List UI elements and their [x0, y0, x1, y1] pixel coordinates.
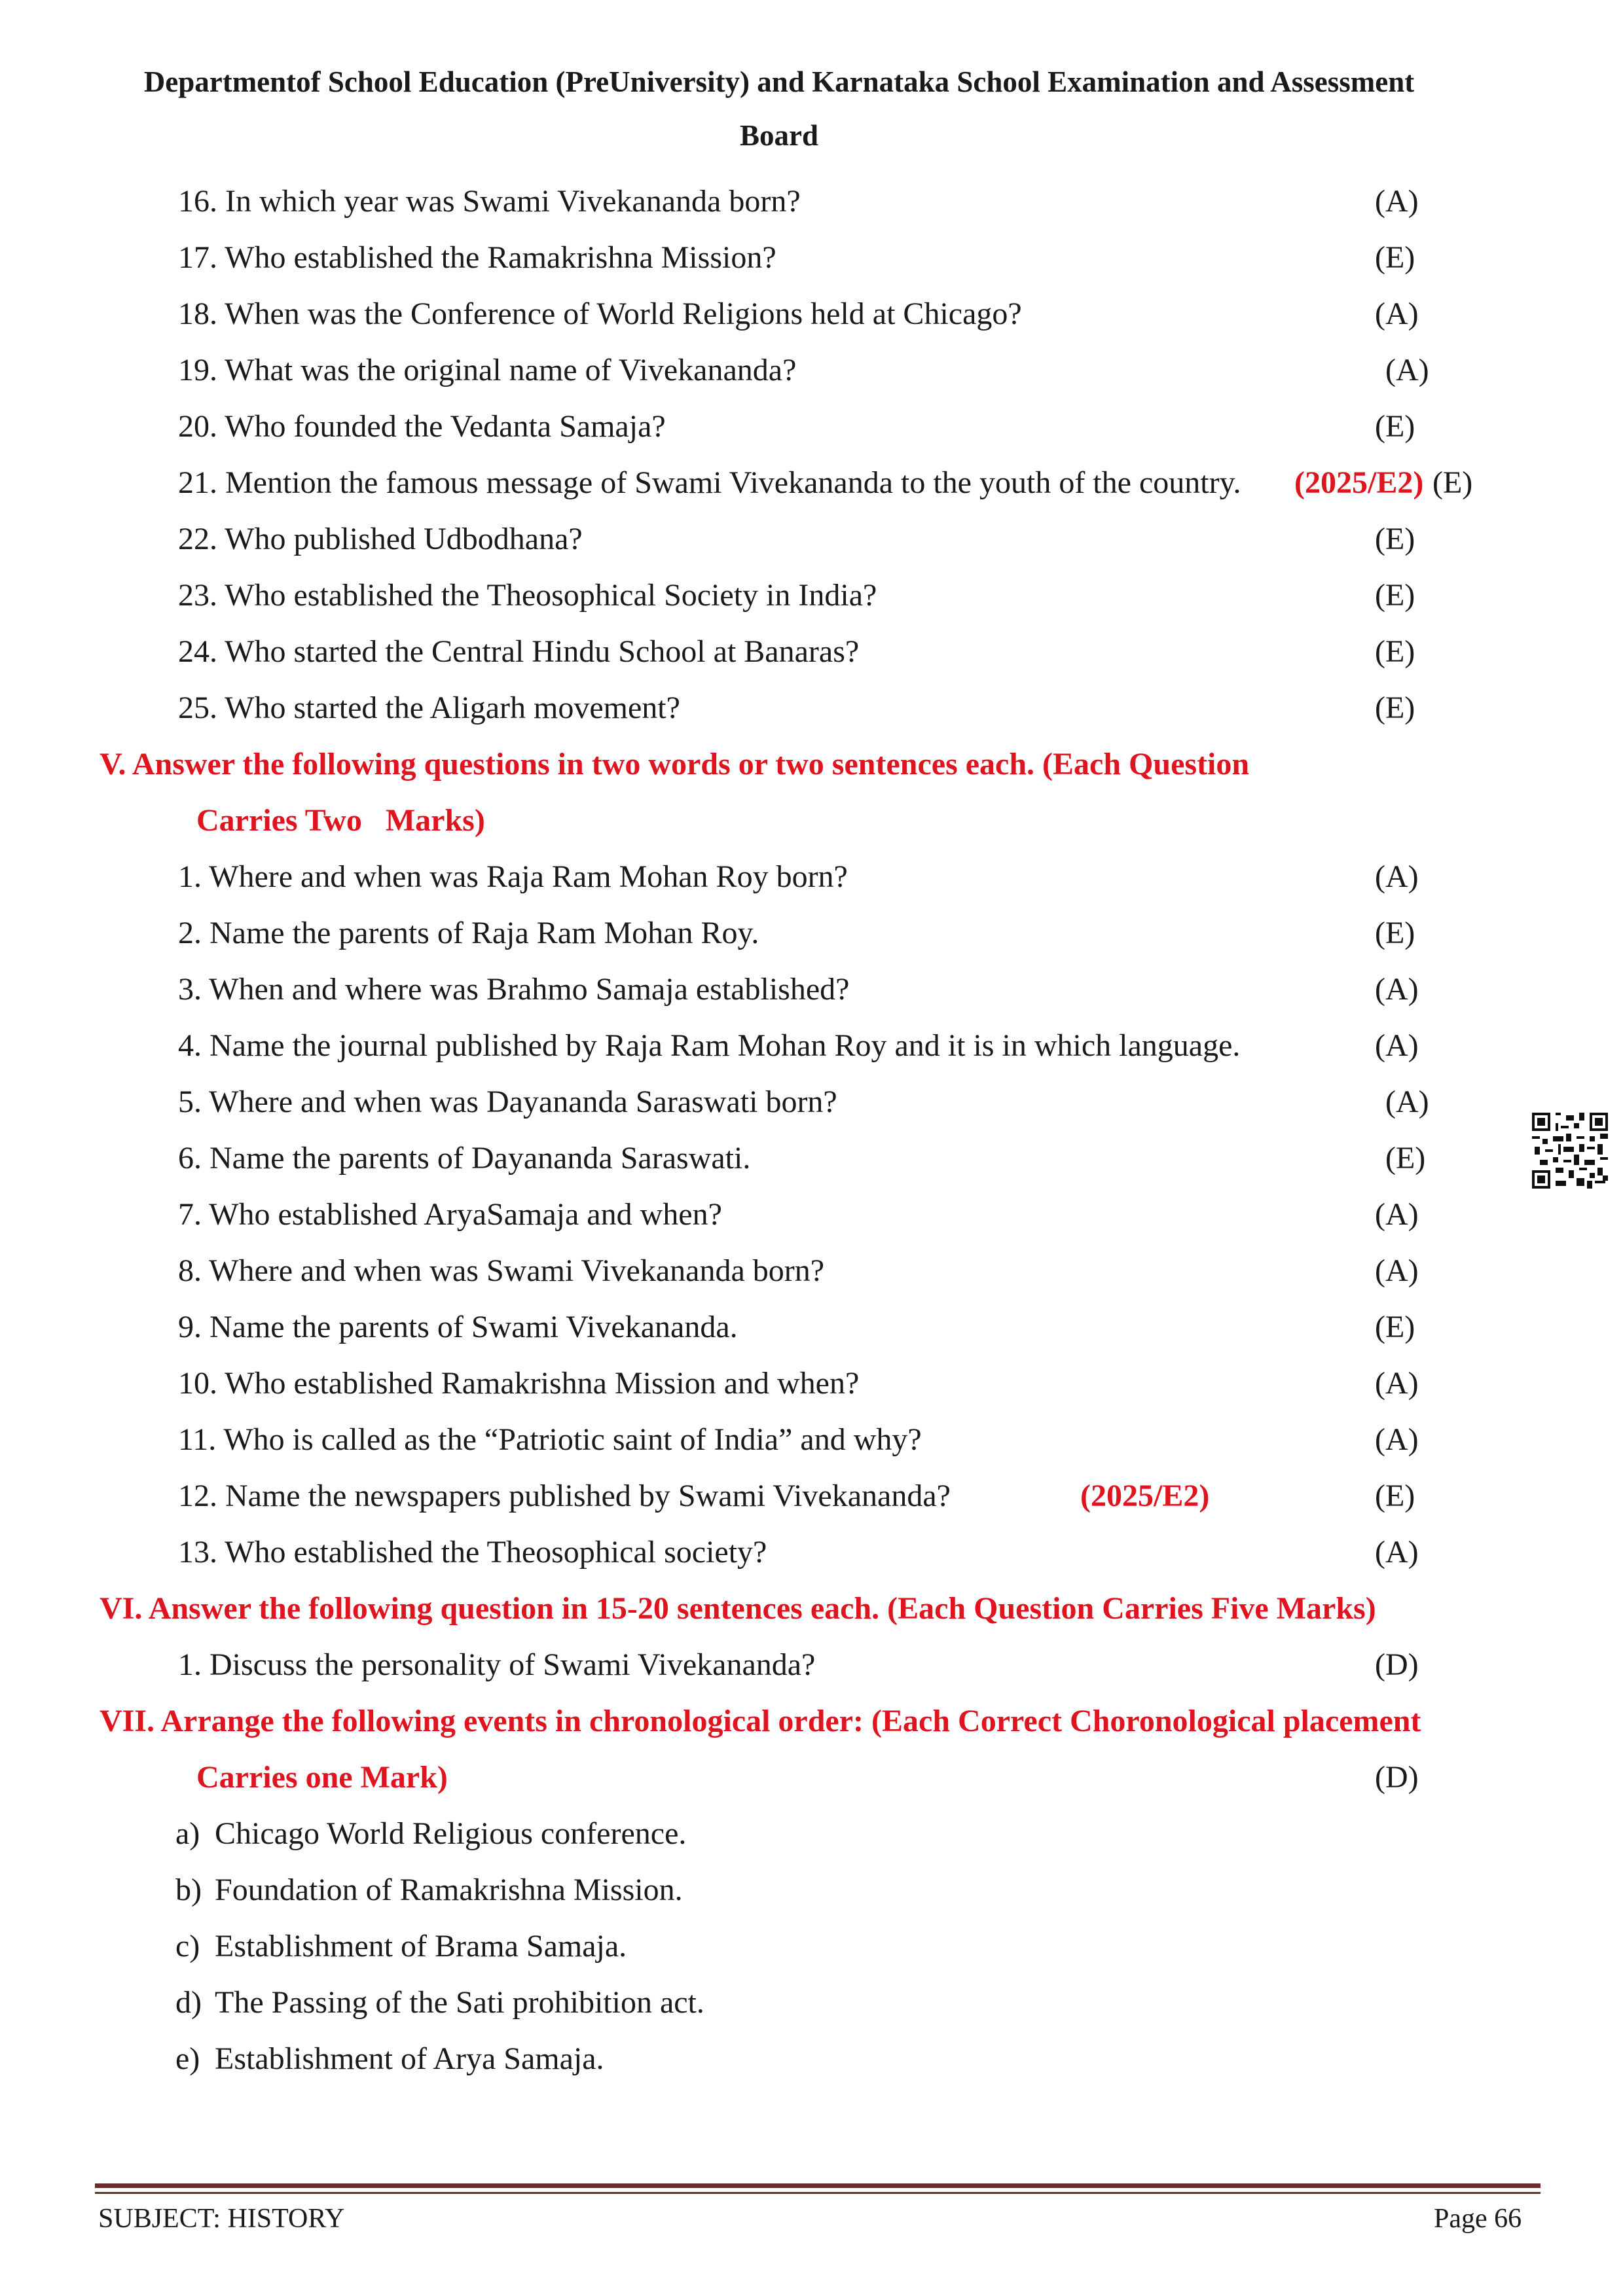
question-mark: (A) — [1385, 1085, 1429, 1119]
question-row — [0, 1637, 1623, 1693]
list-item — [0, 1806, 1623, 1862]
header-line-2: Board — [739, 119, 818, 152]
question-mark: (A) — [1375, 296, 1419, 331]
section-v-heading-cont: Carries Two Marks) — [196, 803, 485, 838]
question-mark: (E) — [1375, 916, 1415, 950]
question-row — [0, 680, 1623, 736]
question-mark: (E) — [1375, 409, 1415, 444]
question-text: 21. Mention the famous message of Swami Vivekananda to the youth of the country. — [178, 465, 1241, 500]
question-mark: (E) — [1385, 1141, 1426, 1175]
footer-subject: SUBJECT: HISTORY — [98, 2204, 345, 2234]
question-text: 22. Who published Udbodhana? — [178, 522, 583, 556]
question-row — [0, 1355, 1623, 1412]
list-item-text: Chicago World Religious conference. — [215, 1816, 687, 1851]
question-text: 1. Where and when was Raja Ram Mohan Roy born? — [178, 859, 848, 894]
question-text: 5. Where and when was Dayananda Saraswati born? — [178, 1085, 837, 1119]
question-mark: (A) — [1375, 1366, 1419, 1401]
question-mark: (A) — [1385, 353, 1429, 387]
question-row — [0, 1299, 1623, 1355]
question-row — [0, 567, 1623, 624]
question-row — [0, 1468, 1623, 1524]
section-vii-heading: VII. Arrange the following events in chronological order: (Each Correct Choronological placement — [100, 1704, 1421, 1738]
list-item-label: c) — [175, 1929, 200, 1964]
list-item-label: a) — [175, 1816, 200, 1851]
question-row — [0, 905, 1623, 961]
question-row — [0, 342, 1623, 399]
question-text: 6. Name the parents of Dayananda Saraswati. — [178, 1141, 751, 1175]
question-mark: (D) — [1375, 1647, 1419, 1682]
question-row — [0, 849, 1623, 905]
question-text: 2. Name the parents of Raja Ram Mohan Roy. — [178, 916, 759, 950]
question-text: 9. Name the parents of Swami Vivekananda. — [178, 1310, 738, 1344]
list-item-text: The Passing of the Sati prohibition act. — [215, 1985, 704, 2020]
question-mark: (A) — [1375, 859, 1419, 894]
footer-rule-thin — [95, 2192, 1541, 2194]
question-row — [0, 1412, 1623, 1468]
footer-page-number: Page 66 — [1434, 2204, 1522, 2234]
qr-code-icon — [1532, 1113, 1608, 1189]
list-item — [0, 1862, 1623, 1918]
question-mark: (A) — [1375, 1535, 1419, 1570]
question-text: 11. Who is called as the “Patriotic saint of India” and why? — [178, 1422, 922, 1457]
list-item — [0, 1918, 1623, 1975]
question-row — [0, 1018, 1623, 1074]
question-row — [0, 1074, 1623, 1130]
question-text: 25. Who started the Aligarh movement? — [178, 691, 680, 725]
question-row — [0, 455, 1623, 511]
question-mark: (E) — [1375, 691, 1415, 725]
question-text: 19. What was the original name of Vivekananda? — [178, 353, 797, 387]
list-item-text: Establishment of Brama Samaja. — [215, 1929, 627, 1964]
question-mark: (A) — [1375, 1253, 1419, 1288]
question-row — [0, 961, 1623, 1018]
question-row — [0, 230, 1623, 286]
year-tag: (2025/E2) — [1080, 1479, 1210, 1513]
question-mark: (D) — [1375, 1760, 1419, 1795]
question-text: 4. Name the journal published by Raja Ram Mohan Roy and it is in which language. — [178, 1028, 1241, 1063]
question-mark: (A) — [1375, 972, 1419, 1007]
question-row — [0, 1243, 1623, 1299]
question-text: 16. In which year was Swami Vivekananda born? — [178, 184, 801, 219]
header-line-1: Departmentof School Education (PreUniversity) and Karnataka School Examination and Assessment — [143, 65, 1415, 98]
question-mark: (E) — [1375, 240, 1415, 275]
question-text: 8. Where and when was Swami Vivekananda born? — [178, 1253, 825, 1288]
question-text: 17. Who established the Ramakrishna Mission? — [178, 240, 776, 275]
list-item-label: e) — [175, 2041, 200, 2076]
section-v-heading: V. Answer the following questions in two words or two sentences each. (Each Question — [100, 747, 1250, 781]
question-mark: (A) — [1375, 1028, 1419, 1063]
question-mark: (E) — [1375, 1479, 1415, 1513]
question-mark: (A) — [1375, 1197, 1419, 1232]
question-text: 3. When and where was Brahmo Samaja established? — [178, 972, 850, 1007]
question-row — [0, 286, 1623, 342]
question-row — [0, 624, 1623, 680]
list-item-text: Foundation of Ramakrishna Mission. — [215, 1873, 683, 1907]
question-mark: (A) — [1375, 184, 1419, 219]
question-text: 12. Name the newspapers published by Swami Vivekananda? — [178, 1479, 951, 1513]
list-item-label: b) — [175, 1873, 202, 1907]
list-item-text: Establishment of Arya Samaja. — [215, 2041, 604, 2076]
question-row — [0, 1187, 1623, 1243]
question-row — [0, 1524, 1623, 1581]
section-vii-heading-cont: Carries one Mark) — [196, 1760, 448, 1795]
year-tag: (2025/E2) — [1294, 465, 1424, 500]
question-row — [0, 511, 1623, 567]
question-text: 7. Who established AryaSamaja and when? — [178, 1197, 722, 1232]
question-row — [0, 399, 1623, 455]
list-item — [0, 2031, 1623, 2087]
question-text: 24. Who started the Central Hindu School at Banaras? — [178, 634, 860, 669]
question-text: 13. Who established the Theosophical society? — [178, 1535, 767, 1570]
list-item — [0, 1975, 1623, 2031]
list-item-label: d) — [175, 1985, 202, 2020]
question-row — [0, 173, 1623, 230]
question-row — [0, 1130, 1623, 1187]
question-text: 18. When was the Conference of World Religions held at Chicago? — [178, 296, 1022, 331]
footer-rule — [95, 2183, 1541, 2188]
question-text: 23. Who established the Theosophical Society in India? — [178, 578, 877, 613]
question-mark: (E) — [1375, 634, 1415, 669]
question-mark: (E) — [1375, 578, 1415, 613]
question-mark: (E) — [1375, 1310, 1415, 1344]
question-mark: (E) — [1432, 465, 1473, 500]
question-text: 10. Who established Ramakrishna Mission and when? — [178, 1366, 860, 1401]
question-text: 1. Discuss the personality of Swami Vivekananda? — [178, 1647, 816, 1682]
question-text: 20. Who founded the Vedanta Samaja? — [178, 409, 666, 444]
section-vii-heading-row — [0, 1749, 1623, 1806]
page-header — [98, 55, 1460, 162]
question-mark: (E) — [1375, 522, 1415, 556]
question-mark: (A) — [1375, 1422, 1419, 1457]
section-vi-heading: VI. Answer the following question in 15-20 sentences each. (Each Question Carries Five Marks) — [100, 1591, 1376, 1626]
